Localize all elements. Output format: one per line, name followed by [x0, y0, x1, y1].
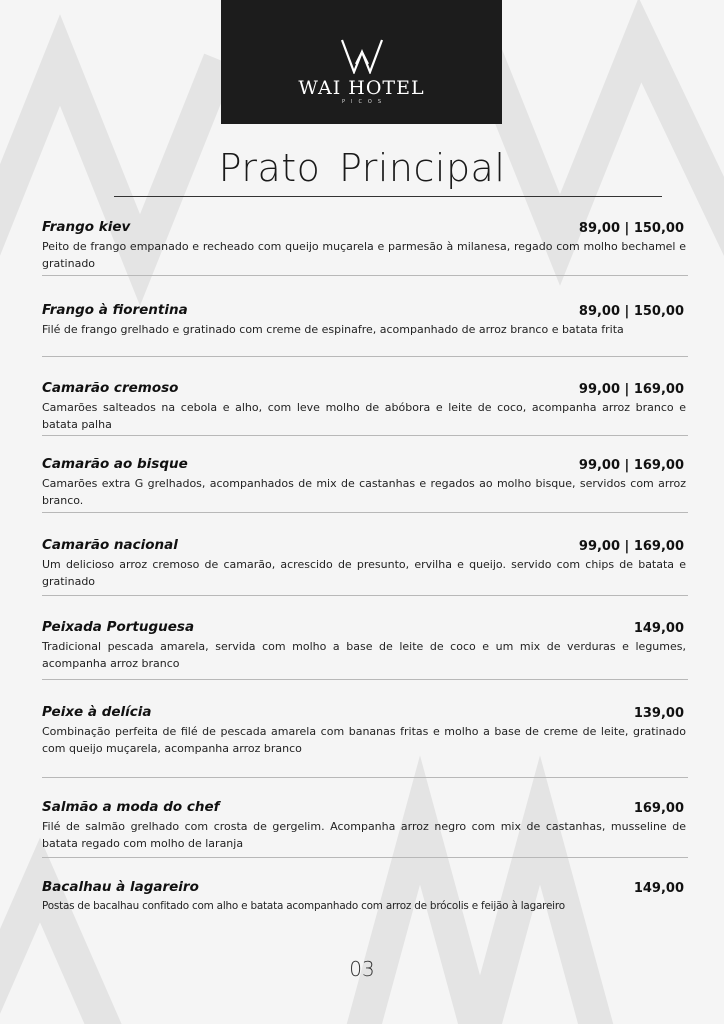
- item-price: 149,00: [633, 881, 684, 896]
- item-name: Peixe à delícia: [42, 704, 152, 720]
- item-name: Frango kiev: [42, 219, 131, 235]
- menu-item: [42, 619, 690, 672]
- menu-item: [42, 704, 690, 757]
- hotel-logo: [221, 0, 502, 124]
- item-price: 89,00 | 150,00: [578, 221, 684, 236]
- item-description: Camarões salteados na cebola e alho, com leve molho de abóbora e leite de coco, acompanha arroz branco e batata palha: [42, 401, 686, 431]
- hotel-name: WAI HOTEL: [298, 77, 425, 99]
- item-divider: [42, 595, 688, 596]
- item-price: 169,00: [633, 801, 684, 816]
- item-price: 99,00 | 169,00: [578, 539, 684, 554]
- item-price: 99,00 | 169,00: [578, 382, 684, 397]
- item-divider: [42, 857, 688, 858]
- item-name: Frango à fiorentina: [42, 302, 188, 318]
- title-divider: [114, 196, 662, 197]
- menu-item: [42, 799, 690, 852]
- item-name: Peixada Portuguesa: [42, 619, 195, 635]
- menu-item: [42, 537, 690, 590]
- item-divider: [42, 512, 688, 513]
- page-title: Prato Principal: [218, 146, 506, 190]
- item-divider: [42, 777, 688, 778]
- item-description: Postas de bacalhau confitado com alho e batata acompanhado com arroz de brócolis e feijão à lagareiro: [42, 900, 565, 912]
- wai-monogram-icon: [340, 38, 384, 74]
- item-divider: [42, 356, 688, 357]
- menu-item: [42, 380, 690, 433]
- item-divider: [42, 435, 688, 436]
- item-price: 99,00 | 169,00: [578, 458, 684, 473]
- page-number: 03: [349, 957, 375, 981]
- item-name: Bacalhau à lagareiro: [42, 879, 199, 895]
- item-description: Combinação perfeita de filé de pescada amarela com bananas fritas e molho a base de creme de leite, gratinado com queijo muçarela, acompanha arroz branco: [42, 725, 686, 755]
- item-description: Filé de salmão grelhado com crosta de gergelim. Acompanha arroz negro com mix de castanhas, musseline de batata regado com molho de laranja: [42, 820, 686, 850]
- item-description: Tradicional pescada amarela, servida com molho a base de leite de coco e um mix de verduras e legumes, acompanha arroz branco: [42, 640, 686, 670]
- item-name: Salmão a moda do chef: [42, 799, 220, 815]
- hotel-location: PICOS: [341, 99, 388, 105]
- item-description: Camarões extra G grelhados, acompanhados de mix de castanhas e regados ao molho bisque, servidos com arroz branco.: [42, 477, 686, 507]
- item-divider: [42, 275, 688, 276]
- item-name: Camarão cremoso: [42, 380, 179, 396]
- item-price: 89,00 | 150,00: [578, 304, 684, 319]
- item-price: 139,00: [633, 706, 684, 721]
- item-description: Peito de frango empanado e recheado com queijo muçarela e parmesão à milanesa, regado com molho bechamel e gratinado: [42, 240, 686, 270]
- menu-item: [42, 302, 690, 338]
- menu-item: [42, 219, 690, 272]
- item-description: Filé de frango grelhado e gratinado com creme de espinafre, acompanhado de arroz branco e batata frita: [42, 323, 624, 336]
- item-name: Camarão ao bisque: [42, 456, 188, 472]
- item-divider: [42, 679, 688, 680]
- menu-item: [42, 456, 690, 509]
- item-name: Camarão nacional: [42, 537, 178, 553]
- menu-item: [42, 879, 690, 915]
- item-price: 149,00: [633, 621, 684, 636]
- item-description: Um delicioso arroz cremoso de camarão, acrescido de presunto, ervilha e queijo. servido com chips de batata e gratinado: [42, 558, 686, 588]
